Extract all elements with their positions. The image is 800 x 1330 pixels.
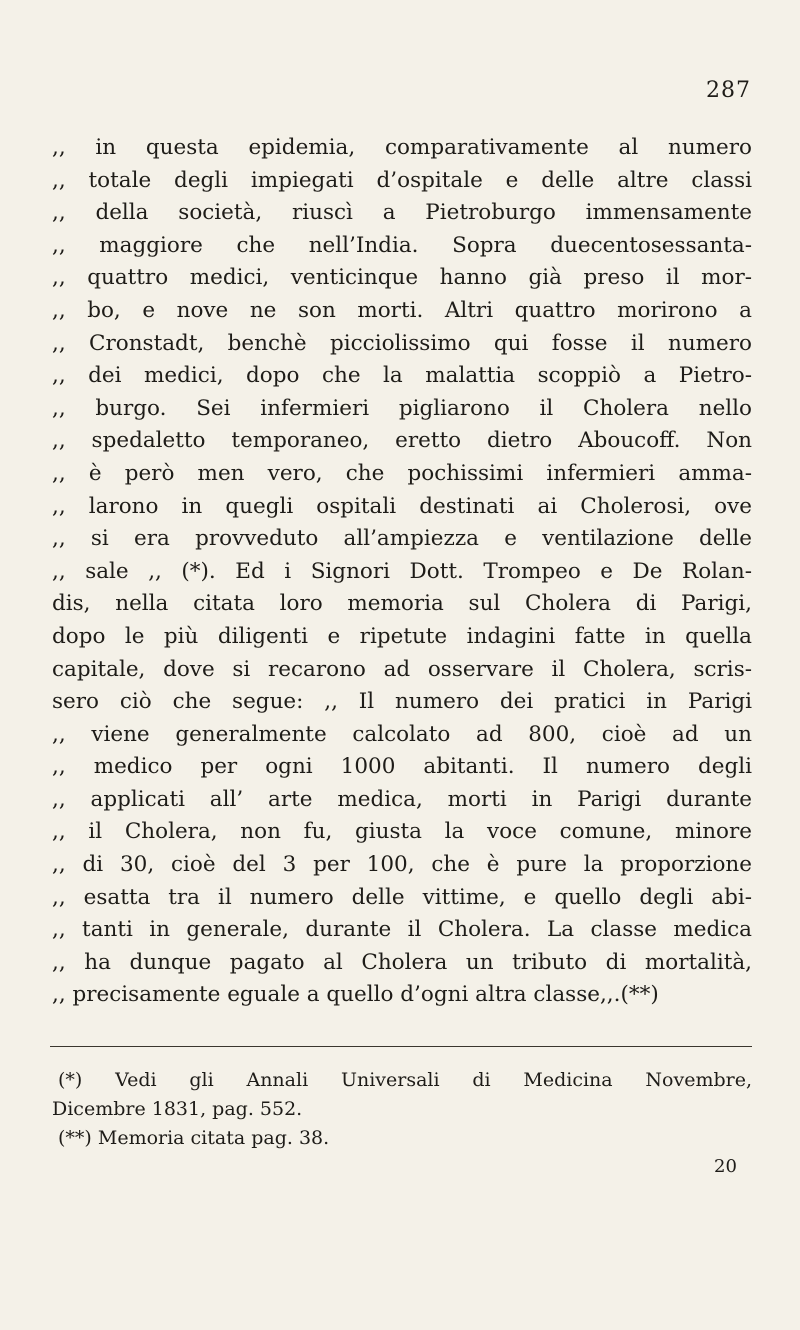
text-line: ,, spedaletto temporaneo, eretto dietro Aboucoff. Non [52,428,752,454]
text-line: sero ciò che segue: ,, Il numero dei pratici in Parigi [52,689,752,715]
page-number: 287 [706,78,751,103]
text-line: ,, dei medici, dopo che la malattia scoppiò a Pietro- [52,363,752,389]
text-line: ,, il Cholera, non fu, giusta la voce comune, minore [52,819,752,845]
footnotes [52,1066,752,1153]
text-line: ,, tanti in generale, durante il Cholera. La classe medica [52,917,752,943]
text-line: ,, ha dunque pagato al Cholera un tributo di mortalità, [52,949,752,975]
text-line: ,, bo, e nove ne son morti. Altri quattro morirono a [52,297,752,323]
text-line: ,, medico per ogni 1000 abitanti. Il numero degli [52,754,752,780]
footnote-1-continued: Dicembre 1831, pag. 552. [52,1098,303,1120]
text-line: ,, applicati all’ arte medica, morti in Parigi durante [52,786,752,812]
text-line: ,, quattro medici, venticinque hanno già preso il mor- [52,265,752,291]
body-text [52,132,752,1012]
signature-mark: 20 [714,1156,737,1177]
text-line: dopo le più diligenti e ripetute indagini fatte in quella [52,623,752,649]
footnote-1: (*) Vedi gli Annali Universali di Medicina Novembre, [58,1069,752,1091]
text-line: dis, nella citata loro memoria sul Cholera di Parigi, [52,591,752,617]
text-line: ,, di 30, cioè del 3 per 100, che è pure la proporzione [52,852,752,878]
text-line: ,, è però men vero, che pochissimi infermieri amma- [52,460,752,486]
text-line: ,, si era provveduto all’ampiezza e ventilazione delle [52,526,752,552]
text-line: ,, esatta tra il numero delle vittime, e quello degli abi- [52,884,752,910]
text-line: ,, della società, riuscì a Pietroburgo immensamente [52,200,752,226]
text-line: ,, maggiore che nell’India. Sopra duecentosessanta- [52,232,752,258]
text-line: ,, in questa epidemia, comparativamente al numero [52,135,752,160]
text-line: capitale, dove si recarono ad osservare il Cholera, scris- [52,656,752,682]
text-line: ,, viene generalmente calcolato ad 800, cioè ad un [52,721,752,747]
text-line: ,, totale degli impiegati d’ospitale e delle altre classi [52,167,752,193]
text-line: ,, sale ,, (*). Ed i Signori Dott. Trompeo e De Rolan- [52,558,752,584]
text-line: ,, precisamente eguale a quello d’ogni altra classe,,.(**) [52,982,659,1008]
footnote-2: (**) Memoria citata pag. 38. [58,1127,330,1149]
footnote-divider [50,1046,752,1047]
text-line: ,, burgo. Sei infermieri pigliarono il Cholera nello [52,395,752,421]
text-line: ,, Cronstadt, benchè picciolissimo qui fosse il numero [52,330,752,356]
text-line: ,, larono in quegli ospitali destinati ai Cholerosi, ove [52,493,752,519]
